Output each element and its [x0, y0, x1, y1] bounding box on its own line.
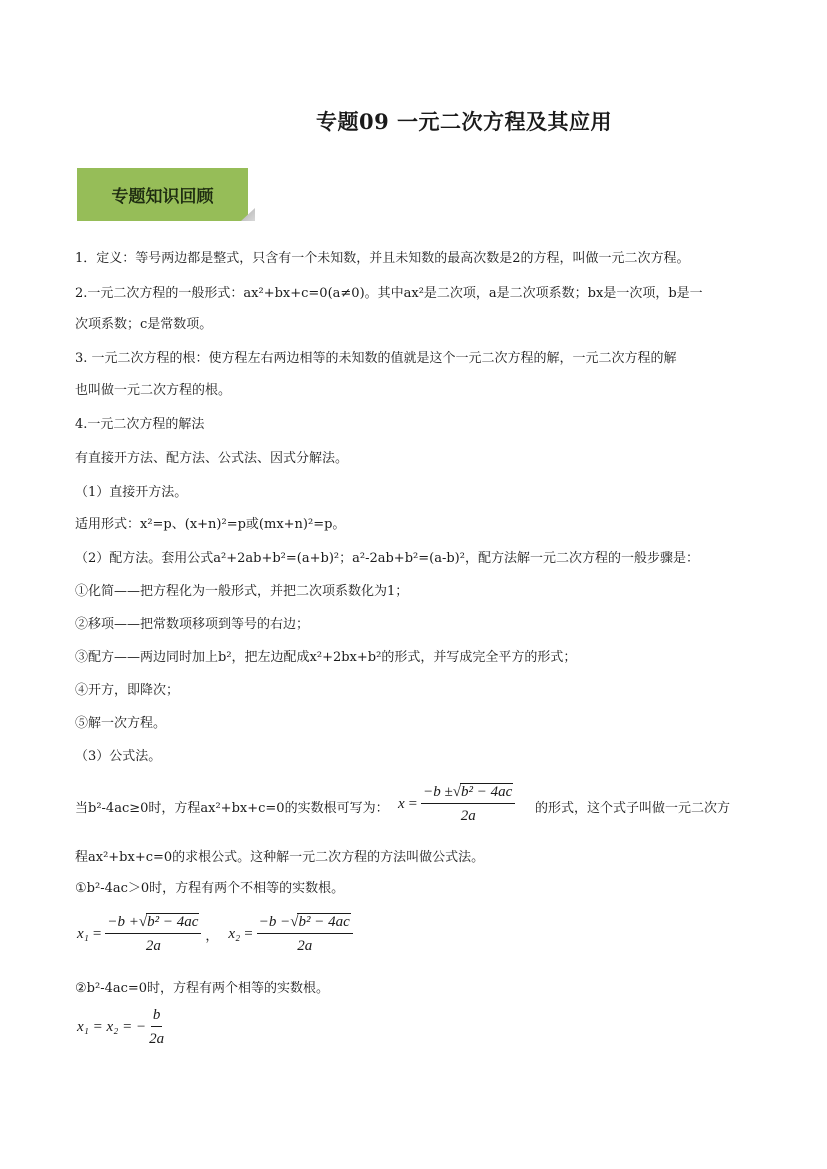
formula-lhs: x [398, 795, 405, 812]
text-line-coefficients: 次项系数；c是常数项。 [75, 317, 213, 332]
x2-fraction [257, 913, 353, 955]
double-root-denominator: 2a [149, 1031, 165, 1047]
x1-fraction [105, 913, 201, 955]
formula-radicand: b² − 4ac [460, 784, 513, 800]
x2-num-pre: −b − [258, 914, 291, 930]
two-roots-formula [77, 913, 353, 955]
x2-lhs: x₂ [228, 925, 241, 942]
formula-comma: ， [205, 928, 219, 944]
x2-numerator: −b −√b² − 4ac [257, 913, 353, 934]
formula-numerator: −b ±√b² − 4ac [421, 783, 515, 804]
text-line-general-form: 2.一元二次方程的一般形式：ax²+bx+c=0(a≠0)。其中ax²是二次项，a是二次项系数；bx是一次项，b是一 [75, 286, 703, 301]
text-line-formula-name: 程ax²+bx+c=0的求根公式。这种解一元二次方程的方法叫做公式法。 [75, 850, 485, 865]
text-line-direct-forms: 适用形式：x²=p、(x+n)²=p或(mx+n)²=p。 [75, 517, 346, 532]
text-line-methods-list: 有直接开方法、配方法、公式法、因式分解法。 [75, 451, 349, 466]
formula-equals: = [408, 795, 418, 812]
text-line-step-4: ④开方，即降次； [75, 683, 180, 698]
text-line-case-zero: ②b²-4ac=0时，方程有两个相等的实数根。 [75, 981, 330, 996]
text-line-roots: 3. 一元二次方程的根：使方程左右两边相等的未知数的值就是这个一元二次方程的解，一元二次方程的解 [75, 351, 677, 366]
text-line-step-3: ③配方——两边同时加上b²，把左边配成x²+2bx+b²的形式，并写成完全平方的形式； [75, 650, 577, 665]
text-line-formula-method: （3）公式法。 [75, 749, 162, 764]
text-line-case-positive: ①b²-4ac＞0时，方程有两个不相等的实数根。 [75, 881, 345, 896]
text-line-formula-tail: 的形式，这个式子叫做一元二次方 [535, 801, 731, 816]
page-title: 专题09 一元二次方程及其应用 [316, 109, 613, 134]
x1-num-pre: −b + [107, 914, 139, 930]
x2-equals: = [244, 925, 253, 942]
text-line-methods-heading: 4.一元二次方程的解法 [75, 417, 205, 432]
text-line-definition: 1．定义：等号两边都是整式，只含有一个未知数，并且未知数的最高次数是2的方程，叫做一元二次方程。 [75, 251, 690, 266]
x1-equals: = [92, 925, 102, 942]
text-line-direct-root: （1）直接开方法。 [75, 485, 188, 500]
x2-radicand: b² − 4ac [298, 914, 350, 930]
text-line-step-1: ①化简——把方程化为一般形式，并把二次项系数化为1； [75, 584, 409, 599]
x1-denominator: 2a [145, 938, 161, 954]
formula-num-pre: −b ± [423, 784, 453, 800]
x1-numerator: −b +√b² − 4ac [105, 913, 201, 934]
quadratic-formula [398, 783, 515, 825]
x1-radicand: b² − 4ac [147, 914, 199, 930]
double-root-fraction [149, 1007, 164, 1048]
text-line-step-2: ②移项——把常数项移项到等号的右边； [75, 617, 310, 632]
text-line-roots-cont: 也叫做一元二次方程的根。 [75, 383, 232, 398]
formula-denominator: 2a [460, 808, 476, 824]
double-root-lhs: x₁ = x₂ = − [77, 1019, 147, 1035]
formula-fraction [421, 783, 515, 825]
x2-denominator: 2a [297, 938, 313, 954]
text-line-step-5: ⑤解一次方程。 [75, 716, 167, 731]
double-root-formula [77, 1007, 164, 1048]
double-root-numerator: b [151, 1007, 163, 1027]
x1-lhs: x₁ [77, 925, 89, 942]
text-line-formula-intro: 当b²-4ac≥0时，方程ax²+bx+c=0的实数根可写为： [75, 801, 389, 816]
text-line-completing-square: （2）配方法。套用公式a²+2ab+b²=(a+b)²；a²-2ab+b²=(a-b)²，配方法解一元二次方程的一般步骤是： [75, 551, 699, 566]
section-banner: 专题知识回顾 [77, 168, 248, 221]
